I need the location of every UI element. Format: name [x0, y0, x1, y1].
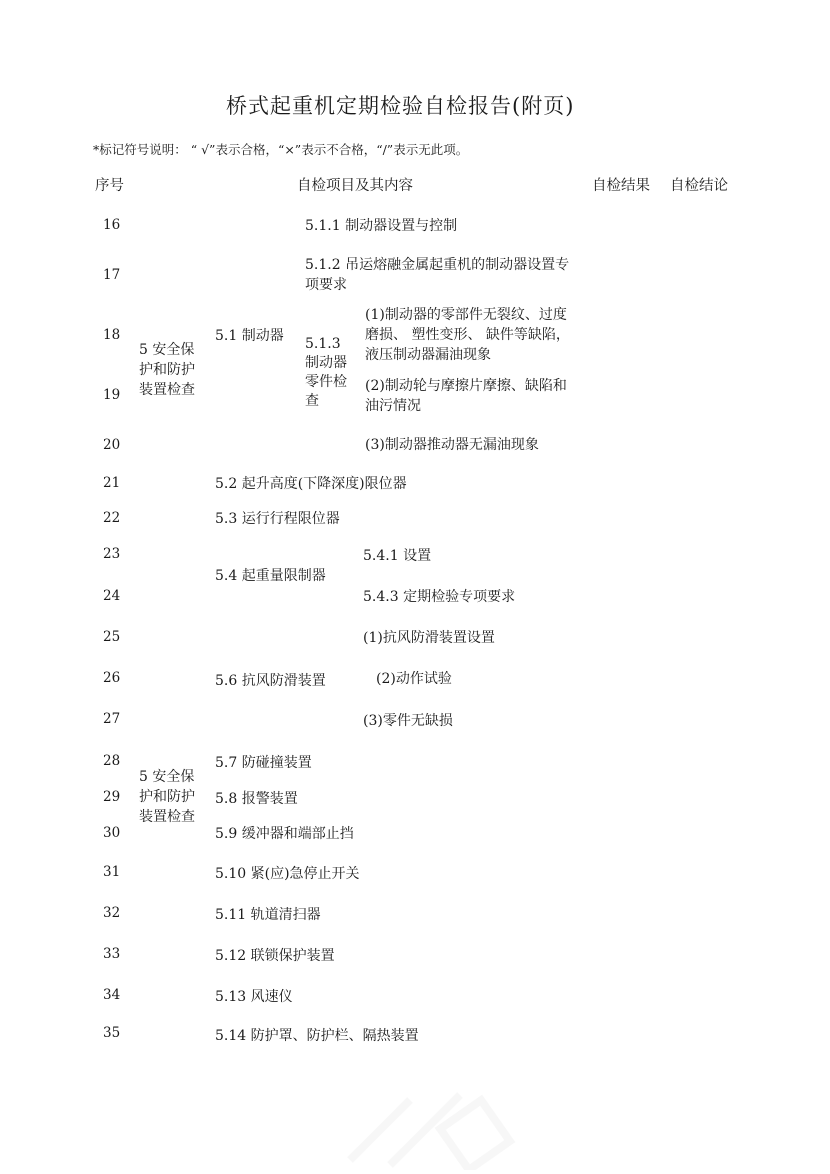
row-number: 17 — [103, 267, 121, 283]
page-title: 桥式起重机定期检验自检报告(附页) — [226, 94, 575, 118]
header-items: 自检项目及其内容 — [297, 178, 413, 194]
item-rail-sweeper: 5.11 轨道清扫器 — [215, 907, 321, 923]
section-load-limiter: 5.4 起重量限制器 — [215, 568, 326, 584]
item-parts-intact: (3)零件无缺损 — [363, 713, 453, 729]
section-brake-parts-check: 5.1.3 制动器零件检查 — [305, 336, 347, 409]
watermark-icon — [330, 1080, 530, 1170]
item-lift-height-limiter: 5.2 起升高度(下降深度)限位器 — [215, 476, 407, 492]
item-molten-metal-brake: 5.1.2 吊运熔融金属起重机的制动器设置专项要求 — [305, 257, 570, 293]
group-label-safety: 5 安全保护和防护装置检查 — [139, 769, 195, 825]
row-number: 35 — [103, 1025, 121, 1041]
item-guards: 5.14 防护罩、防护栏、隔热装置 — [215, 1028, 419, 1044]
header-seq: 序号 — [95, 178, 124, 194]
item-emergency-stop: 5.10 紧(应)急停止开关 — [215, 866, 360, 882]
row-number: 25 — [103, 629, 121, 645]
item-limiter-setting: 5.4.1 设置 — [363, 548, 432, 564]
row-number: 28 — [103, 753, 121, 769]
row-number: 19 — [103, 387, 121, 403]
section-wind-antiskid: 5.6 抗风防滑装置 — [215, 673, 326, 689]
item-action-test: (2)动作试验 — [376, 671, 452, 687]
item-interlock: 5.12 联锁保护装置 — [215, 948, 335, 964]
item-brake-pusher-leak: (3)制动器推动器无漏油现象 — [365, 437, 539, 453]
row-number: 31 — [103, 864, 121, 880]
row-number: 18 — [103, 327, 121, 343]
section-brake: 5.1 制动器 — [215, 328, 284, 344]
item-anemometer: 5.13 风速仪 — [215, 989, 293, 1005]
symbol-legend: *标记符号说明： “ √”表示合格，“×”表示不合格，“/”表示无此项。 — [93, 142, 469, 157]
header-result: 自检结果 — [592, 178, 650, 194]
item-brake-setting: 5.1.1 制动器设置与控制 — [305, 218, 458, 234]
item-brake-parts-defects: (1)制动器的零部件无裂纹、过度磨损、 塑性变形、 缺件等缺陷，液压制动器漏油现象 — [365, 307, 570, 363]
row-number: 29 — [103, 789, 121, 805]
row-number: 24 — [103, 588, 121, 604]
row-number: 16 — [103, 217, 121, 233]
row-number: 22 — [103, 510, 121, 526]
item-alarm: 5.8 报警装置 — [215, 791, 298, 807]
item-travel-limiter: 5.3 运行行程限位器 — [215, 511, 340, 527]
item-brake-wheel-friction: (2)制动轮与摩擦片摩擦、缺陷和油污情况 — [365, 378, 567, 414]
item-buffer-end-stop: 5.9 缓冲器和端部止挡 — [215, 826, 354, 842]
row-number: 26 — [103, 670, 121, 686]
row-number: 21 — [103, 475, 121, 491]
header-conclusion: 自检结论 — [670, 178, 728, 194]
row-number: 20 — [103, 437, 121, 453]
group-label-safety: 5 安全保护和防护装置检查 — [139, 342, 195, 398]
item-antiskid-setting: (1)抗风防滑装置设置 — [363, 630, 495, 646]
row-number: 32 — [103, 905, 121, 921]
row-number: 33 — [103, 946, 121, 962]
row-number: 34 — [103, 987, 121, 1003]
row-number: 30 — [103, 825, 121, 841]
row-number: 27 — [103, 711, 121, 727]
row-number: 23 — [103, 546, 121, 562]
item-anti-collision: 5.7 防碰撞装置 — [215, 755, 312, 771]
item-periodic-inspection: 5.4.3 定期检验专项要求 — [363, 589, 516, 605]
